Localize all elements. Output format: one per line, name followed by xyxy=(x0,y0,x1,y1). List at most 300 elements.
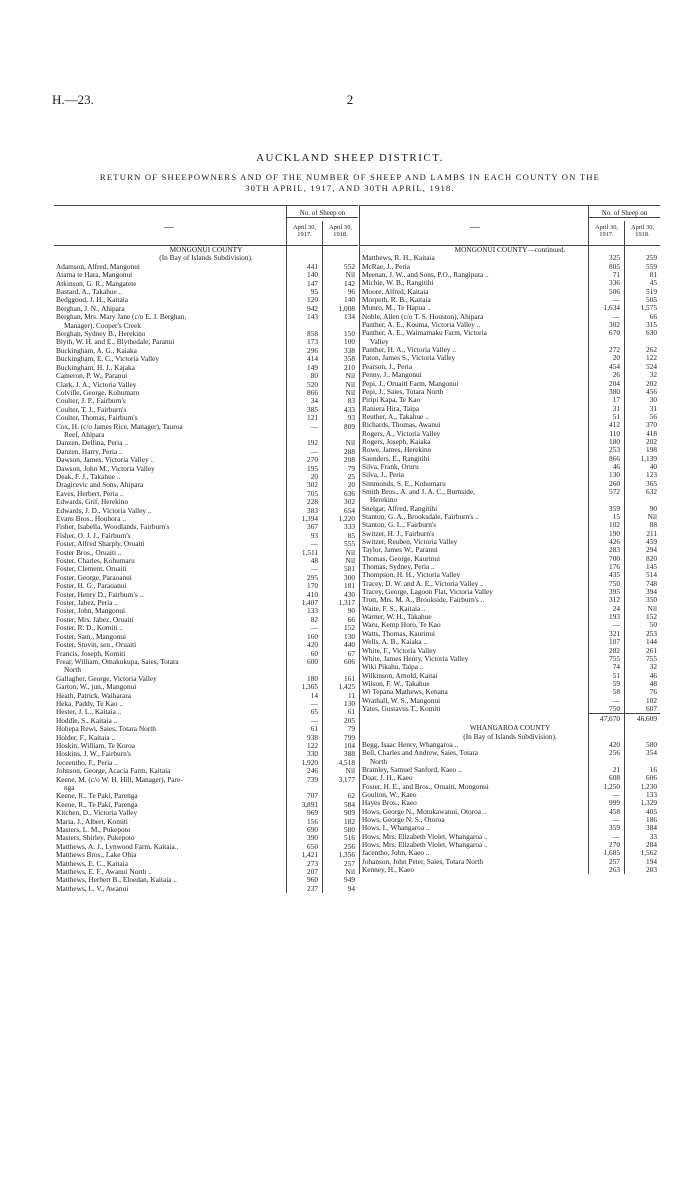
name-column-header: — xyxy=(164,222,174,233)
owner-name: Bedggood, J. H., Kaitaia xyxy=(56,296,128,305)
owner-name: Garton, W., jun., Mangonui xyxy=(56,683,137,692)
sheep-1918-value: 418 xyxy=(646,428,657,438)
owner-name: Richards, Thomas, Awanui xyxy=(362,421,441,430)
sheep-1918-value: Nil xyxy=(345,379,355,389)
owner-name: Buckingham, E. C., Victoria Valley xyxy=(56,355,160,364)
sheep-1917-value: 520 xyxy=(307,379,318,389)
owner-name: Reuther, A., Takahue .. xyxy=(362,412,429,421)
sheep-1918-value: 580 xyxy=(646,739,657,749)
owner-name: Atkinson, G. R., Mangatete xyxy=(56,279,137,288)
owner-name: Keene, R., Te Paki, Parenga xyxy=(56,800,138,809)
owner-name: Berghan, Sydney B., Herekino xyxy=(56,330,146,339)
sheep-1918-value: 202 xyxy=(646,378,657,388)
sheep-1918-value: 1,425 xyxy=(338,682,355,692)
sheep-1918-value: 261 xyxy=(646,645,657,655)
sheep-1918-value: 358 xyxy=(344,354,355,364)
sheep-1917-value: 46 xyxy=(612,461,620,471)
owner-name: Frear, William, Omakukupa, Saies, Totara xyxy=(56,657,179,666)
sheep-1918-value: 81 xyxy=(649,270,657,280)
owner-name: Matthews, A. J., Lynwood Farm, Kaitaia.. xyxy=(56,842,179,851)
owner-name: Tracey, George, Lagoon Flat, Victoria Valley xyxy=(362,588,493,597)
sheep-1918-value: 61 xyxy=(347,707,355,717)
sheep-1917-value: 380 xyxy=(609,386,620,396)
owner-name: Danzen, Harry, Peria .. xyxy=(56,447,123,456)
sheep-1918-value: 1,220 xyxy=(338,514,355,523)
owner-name: Francis, Joseph, Komiti xyxy=(56,649,126,658)
sheep-1917-value: 15 xyxy=(612,512,620,521)
sheep-1918-value: 1,329 xyxy=(640,798,657,808)
sheep-1917-value: 395 xyxy=(609,587,620,597)
sheep-1917-value: 383 xyxy=(307,505,318,515)
sheep-1918-value: 630 xyxy=(646,328,657,338)
owner-name: Hester, J. L., Kaitaia .. xyxy=(56,708,122,717)
sheep-1917-value: — xyxy=(612,695,620,705)
sheep-1918-value: 581 xyxy=(344,564,355,574)
owner-name: Thompson, H. H., Victoria Valley xyxy=(362,571,461,580)
owner-name: Matthews, L. V., Awanui xyxy=(56,884,129,893)
sheep-1918-value: 93 xyxy=(347,413,355,423)
owner-name: Raniera Hira, Taipa xyxy=(362,404,420,413)
sheep-1917-value: 650 xyxy=(307,841,318,851)
sheep-1917-value: 420 xyxy=(307,640,318,650)
sheep-1918-value: 654 xyxy=(344,505,355,515)
sheep-1917-value: 272 xyxy=(609,345,620,355)
owner-name: Cox, H. (c/o James Rice, Manager), Tauroa xyxy=(56,422,183,431)
sheep-1918-value: 182 xyxy=(344,816,355,826)
sheep-1917-value: 256 xyxy=(609,748,620,758)
sheep-1917-value: 1,394 xyxy=(301,514,318,523)
sheep-1918-value: 205 xyxy=(344,715,355,725)
sheep-1918-value: 94 xyxy=(347,883,355,893)
sheep-1918-value: 79 xyxy=(347,724,355,734)
owner-name: Watts, Thomas, Kaurinui xyxy=(362,629,436,638)
sheep-1918-value: 150 xyxy=(344,329,355,339)
sheep-1917-value: 367 xyxy=(307,522,318,532)
sheep-1917-value: 600 xyxy=(307,656,318,666)
owner-name: Buckingham, A. G., Kaiaka xyxy=(56,346,137,355)
owner-name: Waru, Kemp Horo, Te Kao xyxy=(362,621,441,630)
sheep-1918-value: 202 xyxy=(646,436,657,446)
owner-name: Panther, H. A., Victoria Valley .. xyxy=(362,346,457,355)
owner-name: Hoskin, William, Te Koroa xyxy=(56,741,135,750)
owner-name: Adamson, Alfred, Mangonui xyxy=(56,262,140,271)
sheep-1917-value: 58 xyxy=(612,687,620,697)
sheep-1918-value: 430 xyxy=(344,589,355,599)
sheep-1918-value: Nil xyxy=(345,766,355,776)
owner-name: Cameron, P. W., Paranui xyxy=(56,372,128,381)
owner-name: Edwards, J. D., Victoria Valley .. xyxy=(56,506,152,515)
sheep-1917-value: 207 xyxy=(307,867,318,877)
sheep-1917-value: 330 xyxy=(307,749,318,759)
table-row xyxy=(54,885,358,893)
sheep-1918-value: 338 xyxy=(344,345,355,355)
sheep-1918-value: Nil xyxy=(345,547,355,557)
owner-name: Penny, J., Mangonui xyxy=(362,371,422,380)
owner-name: Jacentho, John, Kaeo .. xyxy=(362,849,430,858)
owner-name: Kenney, H., Kaeo xyxy=(362,866,415,875)
owner-name: Masters, L. M., Pukepoto xyxy=(56,826,131,835)
sheep-1918-value: 66 xyxy=(347,614,355,624)
owner-name: Wilkinson, Arnold, Kaitai xyxy=(362,671,438,680)
owner-name: Maria, J., Albert, Komiti xyxy=(56,817,128,826)
table-row xyxy=(54,658,358,666)
sheep-1918-value: 123 xyxy=(646,470,657,480)
owner-name: Edwards, Grif, Herekino xyxy=(56,498,129,507)
owner-name: Foster, H. G., Paraoanui xyxy=(56,582,127,591)
sheep-1918-value: 32 xyxy=(649,662,657,672)
sheep-1917-value: 1,250 xyxy=(603,781,620,791)
sheep-1917-value: 156 xyxy=(307,816,318,826)
sheep-1918-value: 949 xyxy=(344,875,355,885)
section-heading xyxy=(54,246,358,254)
left-table xyxy=(54,205,358,893)
sheep-1917-value: 147 xyxy=(307,278,318,288)
sheep-1917-value: 1,365 xyxy=(301,682,318,692)
owner-name: Matthews, R. H., Kaitaia xyxy=(362,254,435,263)
sheep-1917-value: 670 xyxy=(609,328,620,338)
owner-name: Hows, Mrs. Elizabeth Violet, Whangaroa .. xyxy=(362,841,488,850)
owner-name: Herekino xyxy=(370,496,398,505)
sheep-1917-value: 359 xyxy=(609,503,620,513)
owner-name: Buckingham, H. J., Kajaka xyxy=(56,363,135,372)
owner-name: Wilson, F. W., Takahue xyxy=(362,679,430,688)
sheep-1917-value: 866 xyxy=(307,387,318,397)
owner-name: Foster, Jabez, Peria .. xyxy=(56,599,118,608)
sheep-1918-value: 514 xyxy=(646,570,657,580)
sheep-1918-value: 388 xyxy=(344,749,355,759)
col-1918-header: April 30, 1918. xyxy=(328,224,353,238)
sheep-1918-value: 584 xyxy=(344,799,355,809)
subtitle-line-2: 30TH APRIL, 1917, AND 30TH APRIL, 1918. xyxy=(245,183,455,193)
left-table-header xyxy=(54,205,358,246)
sheep-1918-value: 459 xyxy=(646,537,657,547)
sheep-1917-value: 51 xyxy=(612,411,620,421)
owner-name: Warner, W. H., Takahue xyxy=(362,613,432,622)
sheep-1918-value: 456 xyxy=(646,386,657,396)
sheep-1917-value: — xyxy=(310,564,318,574)
sheep-1917-value: 700 xyxy=(609,553,620,563)
sheep-1918-value: 256 xyxy=(344,841,355,851)
owner-name: Eaves, Herbert, Peria .. xyxy=(56,489,124,498)
sheep-1918-value: 820 xyxy=(646,553,657,563)
sheep-1918-value: 133 xyxy=(646,790,657,799)
sheep-1918-value: 161 xyxy=(344,673,355,683)
sheep-1917-value: 20 xyxy=(612,353,620,363)
sheep-1918-value: 210 xyxy=(344,362,355,372)
owner-name: Foster, John, Mangonui xyxy=(56,607,126,616)
county-heading: (In Bay of Islands Subdivision). xyxy=(159,254,253,263)
sheep-1917-value: 121 xyxy=(307,413,318,423)
sheep-1917-value: 302 xyxy=(307,480,318,490)
sheep-1918-value: 122 xyxy=(646,353,657,363)
sheep-1918-value: 632 xyxy=(646,486,657,496)
sheep-1918-value: 350 xyxy=(646,595,657,605)
sheep-1917-value: 176 xyxy=(609,562,620,572)
sheep-1917-value: 17 xyxy=(612,395,620,405)
sheep-1917-value: — xyxy=(310,446,318,456)
sheep-1917-value: 960 xyxy=(307,875,318,885)
col-1918-header: April 30, 1918. xyxy=(630,224,655,238)
owner-name: Silva, J., Peria xyxy=(362,471,404,480)
sheep-1917-value: 969 xyxy=(307,808,318,818)
sheep-1917-value: 48 xyxy=(310,556,318,566)
sheep-1918-value: 130 xyxy=(344,631,355,641)
owner-name: Wells, A. B., Kaiaka .. xyxy=(362,638,428,647)
subtitle-line-1: RETURN OF SHEEPOWNERS AND OF THE NUMBER OF SHEEP AND LAMBS IN EACH COUNTY ON THE xyxy=(99,172,601,182)
sheep-1917-value: 805 xyxy=(609,261,620,271)
county-heading: WHANGAROA COUNTY xyxy=(469,724,551,733)
sheep-1917-value: 302 xyxy=(609,320,620,330)
sheep-1918-value: 90 xyxy=(347,606,355,616)
owner-name: Yates, Gustavus T., Komiti xyxy=(362,704,441,713)
sheep-1918-value: 83 xyxy=(347,396,355,406)
sheep-1917-value: 192 xyxy=(307,438,318,448)
owner-name: White, F., Victoria Valley xyxy=(362,646,437,655)
sheep-1918-value: 552 xyxy=(344,261,355,271)
sheep-1918-value: 1,230 xyxy=(640,781,657,791)
sheep-1917-value: 270 xyxy=(307,455,318,465)
sheep-1918-value: 909 xyxy=(344,808,355,818)
sheep-1918-value: 25 xyxy=(347,471,355,481)
owner-name: Berghan, Mrs. Mary Jane (c/o E. J. Berghan, xyxy=(56,313,187,322)
sheep-1917-value: 1,685 xyxy=(603,848,620,858)
owner-name: Foster Bros., Oruaiti .. xyxy=(56,548,122,557)
sheep-1917-value: 750 xyxy=(609,578,620,588)
sheep-1917-value: 414 xyxy=(307,354,318,364)
sheep-1917-value: 1,407 xyxy=(301,598,318,608)
sheep-1917-value: 755 xyxy=(609,653,620,663)
sheep-1917-value: 26 xyxy=(612,370,620,380)
sheep-1918-value: Nil xyxy=(647,603,657,613)
sheep-1917-value: 283 xyxy=(609,545,620,555)
owner-name: Evans Bros., Houhora .. xyxy=(56,515,126,523)
sheep-1917-value: 120 xyxy=(307,295,318,305)
sheep-1918-value: 100 xyxy=(344,337,355,347)
table-row xyxy=(54,776,358,784)
sheep-1917-value: 454 xyxy=(609,361,620,371)
owner-name: Switzer, H. J., Fairburn's xyxy=(362,529,435,538)
owner-name: Berghan, J. N., Ahipara xyxy=(56,304,125,313)
right-table-body xyxy=(360,246,660,874)
owner-name: McRae, J., Peria xyxy=(362,262,411,271)
owner-name: Foster, Mrs. Jabez, Oruaiti xyxy=(56,615,134,624)
right-table xyxy=(359,205,660,874)
owner-name: Foster, Sam., Mangonui xyxy=(56,632,127,641)
sheep-1918-value: 90 xyxy=(649,503,657,513)
sheep-1918-value: 50 xyxy=(649,620,657,630)
sheep-1918-value: 748 xyxy=(646,578,657,588)
owner-name: Rogers, Joseph, Kaiaka xyxy=(362,437,431,446)
sheep-1917-value: — xyxy=(310,715,318,725)
table-row xyxy=(360,488,660,496)
sheep-1917-value: 74 xyxy=(612,662,620,672)
owner-name: Coulter, T. J., Fairburn's xyxy=(56,405,127,414)
sheep-1918-value: 259 xyxy=(646,253,657,263)
owner-name: Panther, A. E., Kouma, Victoria Valley .. xyxy=(362,321,481,330)
owner-name: Smith Bros., A. and J. A. C., Burnside, xyxy=(362,487,475,496)
owner-name: Moore, Alfred, Kaitaia xyxy=(362,287,429,296)
sheep-1917-value: 295 xyxy=(307,572,318,582)
owner-name: Hayes Bros., Kaeo xyxy=(362,799,417,808)
sheep-1918-value: Nil xyxy=(345,867,355,877)
owner-name: Snelgar, Alfred, Rangitihi xyxy=(362,504,438,513)
sheep-1917-value: 336 xyxy=(609,278,620,288)
sheep-1918-value: 40 xyxy=(649,461,657,471)
sheep-1918-value: 370 xyxy=(646,420,657,430)
sheep-1917-value: 107 xyxy=(609,637,620,647)
sheep-1917-value: 506 xyxy=(609,286,620,296)
sheep-1918-value: 11 xyxy=(347,690,355,700)
sheep-1918-value: 636 xyxy=(344,488,355,498)
sheep-1917-value: 1,511 xyxy=(301,547,318,557)
owner-name: Kitchen, D., Victoria Valley xyxy=(56,809,138,818)
sheep-1917-value: 321 xyxy=(609,628,620,638)
owner-name: Goulton, W., Kaeo xyxy=(362,791,417,799)
sheep-1918-value: 262 xyxy=(646,345,657,355)
section-heading xyxy=(360,724,660,732)
sheep-1917-value: 160 xyxy=(307,631,318,641)
sheep-1917-value: — xyxy=(310,539,318,549)
owner-name: Johnson, George, Acacia Farm, Kaitaia xyxy=(56,767,171,776)
sheep-1918-value: 194 xyxy=(646,856,657,866)
owner-name: Noble, Allen (c/o T. S. Houston), Ahipara xyxy=(362,312,484,321)
sheep-1918-value: 1,317 xyxy=(338,598,355,608)
sheep-1917-value: 71 xyxy=(612,270,620,280)
owner-name: Foster, Stovin, sen., Oruaiti xyxy=(56,641,137,650)
sheep-1918-value: 85 xyxy=(347,530,355,540)
owner-name: Paton, James S., Victoria Valley xyxy=(362,354,456,363)
sheep-1917-value: 253 xyxy=(609,445,620,455)
sheep-1917-value: 237 xyxy=(307,883,318,893)
sheep-1918-value: 505 xyxy=(646,295,657,305)
owner-name: Foster, George, Paraoanui xyxy=(56,573,132,582)
sheep-1917-value: 170 xyxy=(307,581,318,591)
owner-name: Keene, R., Te Paki, Parenga xyxy=(56,792,138,801)
sheep-1918-value: Nil xyxy=(345,371,355,381)
owner-name: Munro, M., Te Hapua .. xyxy=(362,304,431,313)
sheep-1917-value: 1,634 xyxy=(603,303,620,313)
owner-name: Foster, R. D., Komiti .. xyxy=(56,624,124,633)
owner-name: Foster, Alfred Sharply, Oruaiti xyxy=(56,540,145,549)
sheep-1917-value: 149 xyxy=(307,362,318,372)
owner-name: Stanton, G. L., Fairburn's xyxy=(362,521,437,530)
owner-name: Wi Tepana Mathews, Kenana xyxy=(362,688,448,697)
sheep-1918-value: 365 xyxy=(646,478,657,488)
sheep-1917-value: 608 xyxy=(609,773,620,783)
sheep-1917-value: 390 xyxy=(307,833,318,843)
sheep-1918-value: 102 xyxy=(646,695,657,705)
owner-name: Hows, George N., Motukawanui, Otoroa .. xyxy=(362,807,487,816)
table-row xyxy=(360,749,660,757)
owner-name: Matthews Bros., Lake Ohia xyxy=(56,851,137,860)
sheep-1917-value: 273 xyxy=(307,858,318,868)
sheep-1918-value: 384 xyxy=(646,823,657,833)
sheep-1918-value: Nil xyxy=(345,438,355,448)
sheep-1917-value: 20 xyxy=(310,471,318,481)
county-heading: MONGONUI COUNTY xyxy=(169,246,243,254)
owner-name: Tracey, D. W. and A. E., Victoria Valley .. xyxy=(362,579,484,588)
sheep-1917-value: 140 xyxy=(307,270,318,280)
owner-name: Johanson, John Peter, Saies, Totara North xyxy=(362,857,484,866)
table-row xyxy=(360,705,660,713)
owner-name: Wiki Pikahu, Taipa .. xyxy=(362,663,424,672)
sheep-1918-value: 1,356 xyxy=(338,850,355,860)
sheep-1917-value: 65 xyxy=(310,707,318,717)
owner-name: Morpeth, R. B., Kaitaia xyxy=(362,296,431,305)
owner-name: Clark, J. A., Victoria Valley xyxy=(56,380,137,389)
sheep-1917-value: 31 xyxy=(612,403,620,413)
county-heading: (In Bay of Islands Subdivision). xyxy=(463,732,557,741)
owner-name: Heka, Paddy, Te Kao .. xyxy=(56,699,123,708)
owner-name: Begg, Isaac Henry, Whangaroa .. xyxy=(362,740,459,749)
sheep-1917-value: 59 xyxy=(612,678,620,688)
sheep-1918-value: 580 xyxy=(344,825,355,835)
sheep-1917-value: 866 xyxy=(609,453,620,463)
sheep-1917-value: 458 xyxy=(609,806,620,816)
owner-name: Switzer, Reuben, Victoria Valley xyxy=(362,538,458,547)
sheep-1917-value: 690 xyxy=(307,825,318,835)
sheep-1918-value: 30 xyxy=(649,395,657,405)
sheep-1918-value: 56 xyxy=(649,411,657,421)
owner-name: Colville, George, Kohumaru xyxy=(56,388,140,397)
sheep-1917-value: 190 xyxy=(609,528,620,538)
owner-name: Fisher, O. J. J., Fairburn's xyxy=(56,531,131,540)
sheep-1918-value: 516 xyxy=(344,833,355,843)
sheep-1917-value: 21 xyxy=(612,764,620,774)
owner-name: Hows, I., Whangaroa .. xyxy=(362,824,430,833)
owner-name: Meenan, J. W., and Sons, P.O., Rangiputa .. xyxy=(362,271,489,280)
owner-name: Dawson, John M., Victoria Valley xyxy=(56,464,155,473)
sheep-1917-value: 1,920 xyxy=(301,757,318,767)
sheep-1918-value: 142 xyxy=(344,278,355,288)
sheep-1918-value: 48 xyxy=(649,678,657,688)
sheep-1917-value: 325 xyxy=(609,253,620,263)
sheep-1918-value: 66 xyxy=(649,311,657,321)
sheep-1918-value: 32 xyxy=(649,370,657,380)
owner-name: Hoddle, S., Kaitaia .. xyxy=(56,716,118,725)
sheep-1918-value: 79 xyxy=(347,463,355,473)
page-subtitle xyxy=(40,172,660,194)
report-code: H.—23. xyxy=(52,92,94,107)
sheep-1917-value: 572 xyxy=(609,486,620,496)
sheep-1918-value: 20 xyxy=(347,480,355,490)
col-1917-header: April 30, 1917. xyxy=(292,224,317,238)
sheep-1918-value: 607 xyxy=(646,703,657,713)
sheep-1917-value: 412 xyxy=(609,420,620,430)
owner-name: Trott, Mrs. M. A., Brookside, Fairburn's .. xyxy=(362,596,485,605)
sheep-1917-value: 14 xyxy=(310,690,318,700)
owner-name: Bramley, Samuel Sanford, Kaeo .. xyxy=(362,765,462,774)
sheep-1917-value: 195 xyxy=(307,463,318,473)
sheep-1917-value: 110 xyxy=(609,428,620,438)
sheep-1917-value: 263 xyxy=(609,865,620,875)
owner-name: Waite, F. S., Kaitaia .. xyxy=(362,604,426,613)
sheep-1918-value: 140 xyxy=(344,295,355,305)
name-column-header: — xyxy=(470,222,480,233)
owner-name: Pearson, J., Peria xyxy=(362,362,413,371)
sheep-1918-value: 333 xyxy=(344,522,355,532)
owner-name: Bell, Charles and Andrew, Saies, Totara xyxy=(362,749,479,758)
owner-name: Simmonds, S. E., Kohumaru xyxy=(362,479,446,488)
sheep-1918-value: 208 xyxy=(344,455,355,465)
owner-name: Wrathall, W. S., Mangonui xyxy=(362,696,441,705)
sheep-1918-value: 1,008 xyxy=(338,303,355,313)
sheep-1917-value: 80 xyxy=(310,371,318,381)
sheep-1917-value: 3,891 xyxy=(301,799,318,809)
sheep-1918-value: 253 xyxy=(646,628,657,638)
sheep-1917-value: 143 xyxy=(307,312,318,322)
sheep-1917-value: 180 xyxy=(609,436,620,446)
